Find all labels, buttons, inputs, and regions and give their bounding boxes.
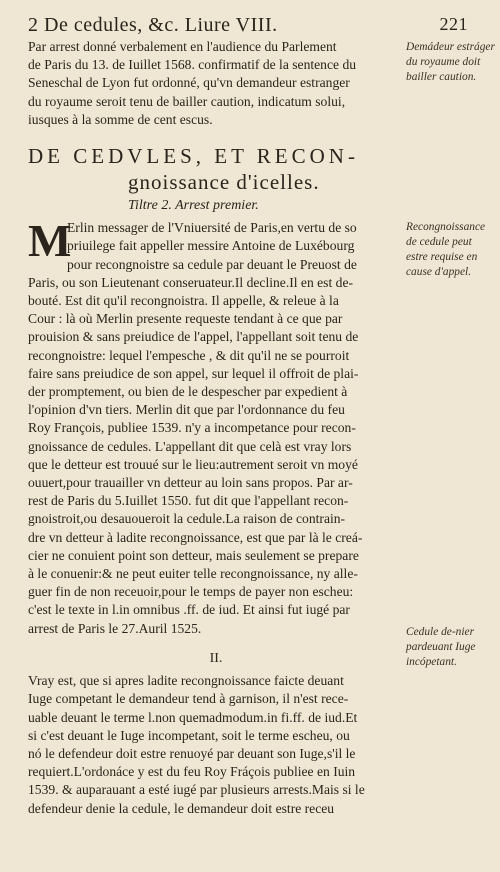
text-line: si c'est deuant le Iuge incompetant, soit le terme escheu, ou (28, 727, 350, 743)
text-line: defendeur denie la cedule, le demandeur doit estre receu (28, 800, 335, 816)
text-line: pour recongnoistre sa cedule par deuant le Preuost de (67, 256, 357, 272)
page-number: 221 (439, 14, 468, 34)
text-line: que le detteur est trouué sur le lieu:autrement seroit vn moyé (28, 456, 358, 472)
text-line: gnoissance de cedules. L'appellant dit que celà est vray lors (28, 438, 352, 454)
running-header (28, 14, 468, 37)
main-text-column (28, 38, 404, 818)
paragraph-arrest-premier (28, 215, 404, 638)
section-number: II. (209, 650, 223, 666)
text-line: arrest de Paris le 27.Auril 1525. (28, 620, 202, 636)
text-line: Vray est, que si apres ladite recongnoissance faicte deuant (28, 673, 344, 689)
text-line: recongnoistre: lequel l'empesche , & dit qu'il ne se pourroit (28, 347, 350, 363)
text-line: 1539. & auparauant a esté iugé par plusieurs arrests.Mais si le (28, 782, 365, 798)
text-line: Paris, ou son Lieutenant conseruateur.Il decline.Il en est de- (28, 274, 354, 290)
text-line: ouuert,pour trauailler vn detteur au loin sans propos. Par ar- (28, 475, 353, 491)
text-line: cier ne conuient point son detteur, mais seulement se prepare (28, 547, 359, 563)
text-line: gnoistroit,ou desauoueroit la cedule.La raison de contrain- (28, 511, 346, 527)
paragraph-section-2 (28, 672, 404, 818)
text-line: bouté. Est dit qu'il recongnoistra. Il appelle, & releue à la (28, 293, 339, 309)
margin-note: Recongnoissance de cedule peut estre requise en cause d'appel. (406, 221, 486, 278)
text-line: dre vn detteur à ladite recongnoissance, est que par là le creá- (28, 529, 363, 545)
text-line: Roy François, publiee 1539. n'y a incompetance pour recon- (28, 420, 356, 436)
text-line: iusques à la somme de cent escus. (28, 111, 213, 127)
text-line: de Paris du 13. de Iuillet 1568. confirmatif de la sentence du (28, 57, 357, 73)
section-title (28, 143, 404, 195)
text-line: l'opinion d'vn tiers. Merlin dit que par l'ordonnance du feu (28, 402, 345, 418)
section-title-line: gnoissance d'icelles. (128, 170, 320, 195)
intro-paragraph (28, 38, 404, 129)
text-line: Erlin messager de l'Vniuersité de Paris,en vertu de so (67, 220, 357, 236)
section-title-line: DE CEDVLES, ET RECON- (28, 144, 359, 169)
text-line: der promptement, ou bien de le despescher par expedient à (28, 384, 348, 400)
text-line: Par arrest donné verbalement en l'audience du Parlement (28, 39, 337, 54)
text-line: à le conuenir:& ne peut euiter telle recongnoissance, ny alle- (28, 566, 358, 582)
text-line: Cour : là où Merlin presente requeste tendant à ce que par (28, 311, 343, 327)
margin-note: Demádeur estráger du royaume doit bailler caution. (406, 41, 495, 83)
text-line: requiert.L'ordonáce y est du feu Roy Fráçois publiee en Iuin (28, 764, 356, 780)
text-line: uable deuant le terme l.non quemadmodum.in fi.ff. de iud.Et (28, 709, 358, 725)
text-line: Seneschal de Lyon fut ordonné, qu'vn demandeur estranger (28, 75, 350, 91)
text-line: rest de Paris du 5.Iuillet 1550. fut dit que l'appellant recon- (28, 493, 349, 509)
text-line: faire sans preiudice de son appel, sur lequel il offroit de plai- (28, 365, 359, 381)
text-line: priuilege fait appeller messire Antoine de Luxébourg (67, 238, 355, 254)
text-line: Iuge competant le demandeur tend à garnison, il n'est rece- (28, 691, 349, 707)
margin-notes-column (406, 40, 496, 860)
running-title: 2 De cedules, &c. Liure VIII. (28, 14, 278, 36)
margin-note: Cedule de-nier pardeuant Iuge incópetant. (406, 626, 476, 668)
section-subtitle: Tiltre 2. Arrest premier. (128, 198, 259, 214)
text-line: c'est le texte in l.in omnibus .ff. de iud. Et ainsi fut iugé par (28, 602, 350, 618)
text-line: nó le defendeur doit estre renuoyé par deuant son Iuge,s'il le (28, 745, 356, 761)
text-line: prouision & sans preiudice de l'appel, l'appellant soit tenu de (28, 329, 359, 345)
text-line: guer fin de non receuoir,pour le temps de payer non escheu: (28, 584, 354, 600)
text-line: du royaume seroit tenu de bailler caution, indicatum solui, (28, 93, 346, 109)
drop-cap: M (28, 215, 72, 267)
